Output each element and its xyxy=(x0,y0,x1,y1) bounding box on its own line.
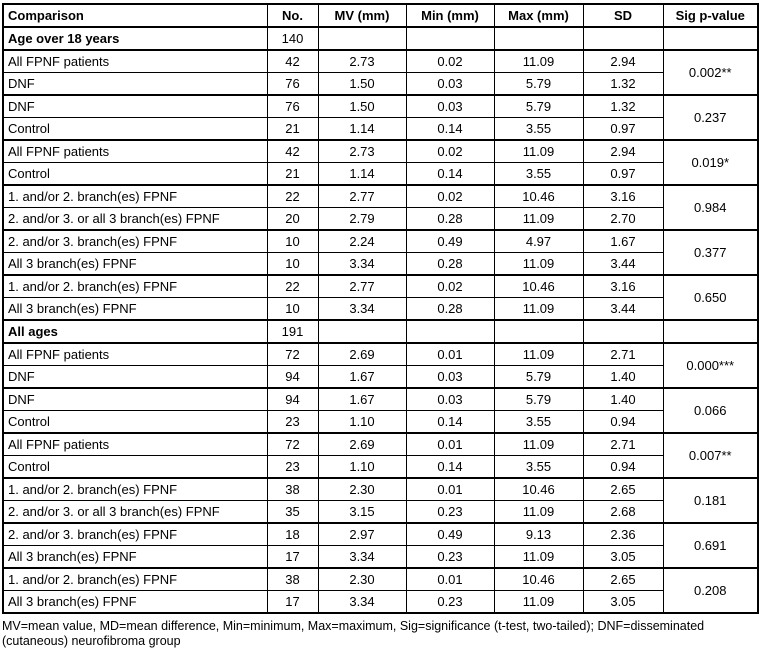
header-min: Min (mm) xyxy=(406,4,494,27)
no-cell: 38 xyxy=(267,478,318,501)
mv-cell: 1.14 xyxy=(318,118,406,141)
table-row xyxy=(3,411,758,434)
comparison-cell: 2. and/or 3. or all 3 branch(es) FPNF xyxy=(3,501,267,524)
table-row xyxy=(3,343,758,366)
mv-cell: 2.77 xyxy=(318,275,406,298)
comparison-cell: 2. and/or 3. branch(es) FPNF xyxy=(3,230,267,253)
min-cell: 0.14 xyxy=(406,118,494,141)
comparison-cell: All FPNF patients xyxy=(3,50,267,73)
no-cell: 140 xyxy=(267,27,318,50)
table-row xyxy=(3,546,758,569)
table-row xyxy=(3,433,758,456)
sig-cell: 0.019* xyxy=(663,140,758,185)
sig-cell xyxy=(663,27,758,50)
min-cell: 0.49 xyxy=(406,230,494,253)
mv-cell: 2.97 xyxy=(318,523,406,546)
sd-cell xyxy=(583,27,663,50)
comparison-cell: All ages xyxy=(3,320,267,343)
min-cell: 0.14 xyxy=(406,163,494,186)
no-cell: 94 xyxy=(267,366,318,389)
mv-cell: 1.50 xyxy=(318,73,406,96)
table-row xyxy=(3,185,758,208)
sd-cell: 3.05 xyxy=(583,591,663,614)
no-cell: 42 xyxy=(267,50,318,73)
min-cell: 0.28 xyxy=(406,253,494,276)
max-cell: 11.09 xyxy=(494,591,583,614)
no-cell: 21 xyxy=(267,163,318,186)
table-row xyxy=(3,230,758,253)
min-cell: 0.01 xyxy=(406,478,494,501)
max-cell: 4.97 xyxy=(494,230,583,253)
min-cell xyxy=(406,27,494,50)
min-cell: 0.23 xyxy=(406,591,494,614)
table-body xyxy=(3,27,758,613)
sd-cell: 0.94 xyxy=(583,411,663,434)
no-cell: 10 xyxy=(267,230,318,253)
no-cell: 10 xyxy=(267,253,318,276)
min-cell: 0.03 xyxy=(406,73,494,96)
min-cell: 0.28 xyxy=(406,208,494,231)
sd-cell: 0.97 xyxy=(583,118,663,141)
table-row xyxy=(3,50,758,73)
max-cell: 11.09 xyxy=(494,208,583,231)
table-row xyxy=(3,95,758,118)
sd-cell: 3.16 xyxy=(583,275,663,298)
max-cell: 11.09 xyxy=(494,298,583,321)
mv-cell: 3.34 xyxy=(318,591,406,614)
comparison-cell: All FPNF patients xyxy=(3,140,267,163)
mv-cell: 2.69 xyxy=(318,433,406,456)
max-cell: 11.09 xyxy=(494,343,583,366)
mv-cell: 2.24 xyxy=(318,230,406,253)
table-row xyxy=(3,501,758,524)
sd-cell: 2.65 xyxy=(583,568,663,591)
comparison-cell: Age over 18 years xyxy=(3,27,267,50)
no-cell: 42 xyxy=(267,140,318,163)
comparison-cell: Control xyxy=(3,118,267,141)
max-cell: 5.79 xyxy=(494,73,583,96)
section-row xyxy=(3,320,758,343)
min-cell: 0.01 xyxy=(406,568,494,591)
max-cell: 10.46 xyxy=(494,275,583,298)
no-cell: 76 xyxy=(267,95,318,118)
max-cell: 3.55 xyxy=(494,411,583,434)
max-cell: 11.09 xyxy=(494,501,583,524)
no-cell: 22 xyxy=(267,275,318,298)
sd-cell: 1.40 xyxy=(583,366,663,389)
mv-cell: 2.69 xyxy=(318,343,406,366)
comparison-cell: All 3 branch(es) FPNF xyxy=(3,298,267,321)
mv-cell: 3.34 xyxy=(318,546,406,569)
sd-cell: 1.67 xyxy=(583,230,663,253)
sd-cell xyxy=(583,320,663,343)
mv-cell: 2.73 xyxy=(318,50,406,73)
comparison-cell: DNF xyxy=(3,366,267,389)
sd-cell: 2.65 xyxy=(583,478,663,501)
section-row xyxy=(3,27,758,50)
table-row xyxy=(3,208,758,231)
max-cell: 11.09 xyxy=(494,140,583,163)
comparison-cell: All FPNF patients xyxy=(3,343,267,366)
comparison-cell: 2. and/or 3. or all 3 branch(es) FPNF xyxy=(3,208,267,231)
sd-cell: 2.71 xyxy=(583,433,663,456)
max-cell xyxy=(494,320,583,343)
min-cell: 0.02 xyxy=(406,185,494,208)
no-cell: 23 xyxy=(267,456,318,479)
table-row xyxy=(3,298,758,321)
table-row xyxy=(3,73,758,96)
max-cell: 11.09 xyxy=(494,546,583,569)
sig-cell: 0.984 xyxy=(663,185,758,230)
min-cell: 0.49 xyxy=(406,523,494,546)
min-cell: 0.03 xyxy=(406,366,494,389)
min-cell xyxy=(406,320,494,343)
no-cell: 72 xyxy=(267,343,318,366)
header-max: Max (mm) xyxy=(494,4,583,27)
comparison-cell: DNF xyxy=(3,73,267,96)
mv-cell: 2.30 xyxy=(318,478,406,501)
mv-cell: 1.50 xyxy=(318,95,406,118)
no-cell: 17 xyxy=(267,546,318,569)
max-cell: 10.46 xyxy=(494,568,583,591)
max-cell: 3.55 xyxy=(494,456,583,479)
no-cell: 35 xyxy=(267,501,318,524)
sd-cell: 1.40 xyxy=(583,388,663,411)
mv-cell: 1.10 xyxy=(318,456,406,479)
table-row xyxy=(3,140,758,163)
header-sd: SD xyxy=(583,4,663,27)
sig-cell: 0.377 xyxy=(663,230,758,275)
table-row xyxy=(3,456,758,479)
comparison-cell: DNF xyxy=(3,95,267,118)
comparison-cell: 1. and/or 2. branch(es) FPNF xyxy=(3,568,267,591)
sd-cell: 2.70 xyxy=(583,208,663,231)
min-cell: 0.03 xyxy=(406,95,494,118)
mv-cell: 1.14 xyxy=(318,163,406,186)
sig-cell: 0.691 xyxy=(663,523,758,568)
comparison-cell: All 3 branch(es) FPNF xyxy=(3,591,267,614)
mv-cell: 3.15 xyxy=(318,501,406,524)
no-cell: 21 xyxy=(267,118,318,141)
mv-cell: 3.34 xyxy=(318,253,406,276)
mv-cell: 1.67 xyxy=(318,366,406,389)
header-mv: MV (mm) xyxy=(318,4,406,27)
sd-cell: 0.97 xyxy=(583,163,663,186)
header-sig: Sig p-value xyxy=(663,4,758,27)
sd-cell: 2.94 xyxy=(583,50,663,73)
table-row xyxy=(3,388,758,411)
comparison-cell: All FPNF patients xyxy=(3,433,267,456)
no-cell: 18 xyxy=(267,523,318,546)
comparison-cell: Control xyxy=(3,411,267,434)
sd-cell: 3.16 xyxy=(583,185,663,208)
comparison-cell: 1. and/or 2. branch(es) FPNF xyxy=(3,275,267,298)
table-row xyxy=(3,275,758,298)
max-cell: 11.09 xyxy=(494,253,583,276)
sig-cell: 0.181 xyxy=(663,478,758,523)
sd-cell: 2.71 xyxy=(583,343,663,366)
max-cell: 10.46 xyxy=(494,185,583,208)
sig-cell: 0.066 xyxy=(663,388,758,433)
min-cell: 0.01 xyxy=(406,433,494,456)
comparison-cell: Control xyxy=(3,163,267,186)
table-row xyxy=(3,253,758,276)
max-cell: 11.09 xyxy=(494,50,583,73)
max-cell: 5.79 xyxy=(494,388,583,411)
mv-cell: 2.77 xyxy=(318,185,406,208)
sig-cell: 0.007** xyxy=(663,433,758,478)
sd-cell: 3.44 xyxy=(583,298,663,321)
mv-cell: 1.67 xyxy=(318,388,406,411)
sig-cell: 0.208 xyxy=(663,568,758,613)
table-row xyxy=(3,478,758,501)
max-cell: 11.09 xyxy=(494,433,583,456)
table-row xyxy=(3,118,758,141)
no-cell: 76 xyxy=(267,73,318,96)
comparison-cell: 1. and/or 2. branch(es) FPNF xyxy=(3,478,267,501)
table-row xyxy=(3,568,758,591)
no-cell: 17 xyxy=(267,591,318,614)
footnote: MV=mean value, MD=mean difference, Min=minimum, Max=maximum, Sig=significance (t-test, two-tailed); DNF=disseminated (cutaneous) neurofibroma group xyxy=(2,619,705,648)
sd-cell: 0.94 xyxy=(583,456,663,479)
min-cell: 0.14 xyxy=(406,456,494,479)
sd-cell: 3.44 xyxy=(583,253,663,276)
comparison-table xyxy=(2,3,759,614)
sd-cell: 2.68 xyxy=(583,501,663,524)
sd-cell: 3.05 xyxy=(583,546,663,569)
sd-cell: 1.32 xyxy=(583,95,663,118)
max-cell: 3.55 xyxy=(494,118,583,141)
comparison-cell: 1. and/or 2. branch(es) FPNF xyxy=(3,185,267,208)
mv-cell: 2.73 xyxy=(318,140,406,163)
min-cell: 0.02 xyxy=(406,275,494,298)
comparison-cell: 2. and/or 3. branch(es) FPNF xyxy=(3,523,267,546)
sig-cell xyxy=(663,320,758,343)
table-row xyxy=(3,163,758,186)
no-cell: 20 xyxy=(267,208,318,231)
table-row xyxy=(3,366,758,389)
min-cell: 0.23 xyxy=(406,546,494,569)
max-cell: 10.46 xyxy=(494,478,583,501)
no-cell: 23 xyxy=(267,411,318,434)
comparison-cell: DNF xyxy=(3,388,267,411)
min-cell: 0.23 xyxy=(406,501,494,524)
table-row xyxy=(3,523,758,546)
mv-cell: 1.10 xyxy=(318,411,406,434)
no-cell: 94 xyxy=(267,388,318,411)
mv-cell: 2.79 xyxy=(318,208,406,231)
sig-cell: 0.000*** xyxy=(663,343,758,388)
max-cell: 9.13 xyxy=(494,523,583,546)
header-row xyxy=(3,4,758,27)
mv-cell xyxy=(318,27,406,50)
min-cell: 0.02 xyxy=(406,50,494,73)
max-cell: 3.55 xyxy=(494,163,583,186)
table-row xyxy=(3,591,758,614)
min-cell: 0.02 xyxy=(406,140,494,163)
mv-cell: 2.30 xyxy=(318,568,406,591)
sd-cell: 2.36 xyxy=(583,523,663,546)
no-cell: 191 xyxy=(267,320,318,343)
comparison-cell: All 3 branch(es) FPNF xyxy=(3,253,267,276)
min-cell: 0.28 xyxy=(406,298,494,321)
comparison-cell: Control xyxy=(3,456,267,479)
header-comparison: Comparison xyxy=(3,4,267,27)
sd-cell: 2.94 xyxy=(583,140,663,163)
min-cell: 0.03 xyxy=(406,388,494,411)
no-cell: 22 xyxy=(267,185,318,208)
sig-cell: 0.237 xyxy=(663,95,758,140)
no-cell: 72 xyxy=(267,433,318,456)
max-cell xyxy=(494,27,583,50)
min-cell: 0.14 xyxy=(406,411,494,434)
max-cell: 5.79 xyxy=(494,95,583,118)
max-cell: 5.79 xyxy=(494,366,583,389)
header-no: No. xyxy=(267,4,318,27)
sig-cell: 0.002** xyxy=(663,50,758,95)
no-cell: 10 xyxy=(267,298,318,321)
sig-cell: 0.650 xyxy=(663,275,758,320)
no-cell: 38 xyxy=(267,568,318,591)
min-cell: 0.01 xyxy=(406,343,494,366)
comparison-cell: All 3 branch(es) FPNF xyxy=(3,546,267,569)
sd-cell: 1.32 xyxy=(583,73,663,96)
mv-cell: 3.34 xyxy=(318,298,406,321)
mv-cell xyxy=(318,320,406,343)
